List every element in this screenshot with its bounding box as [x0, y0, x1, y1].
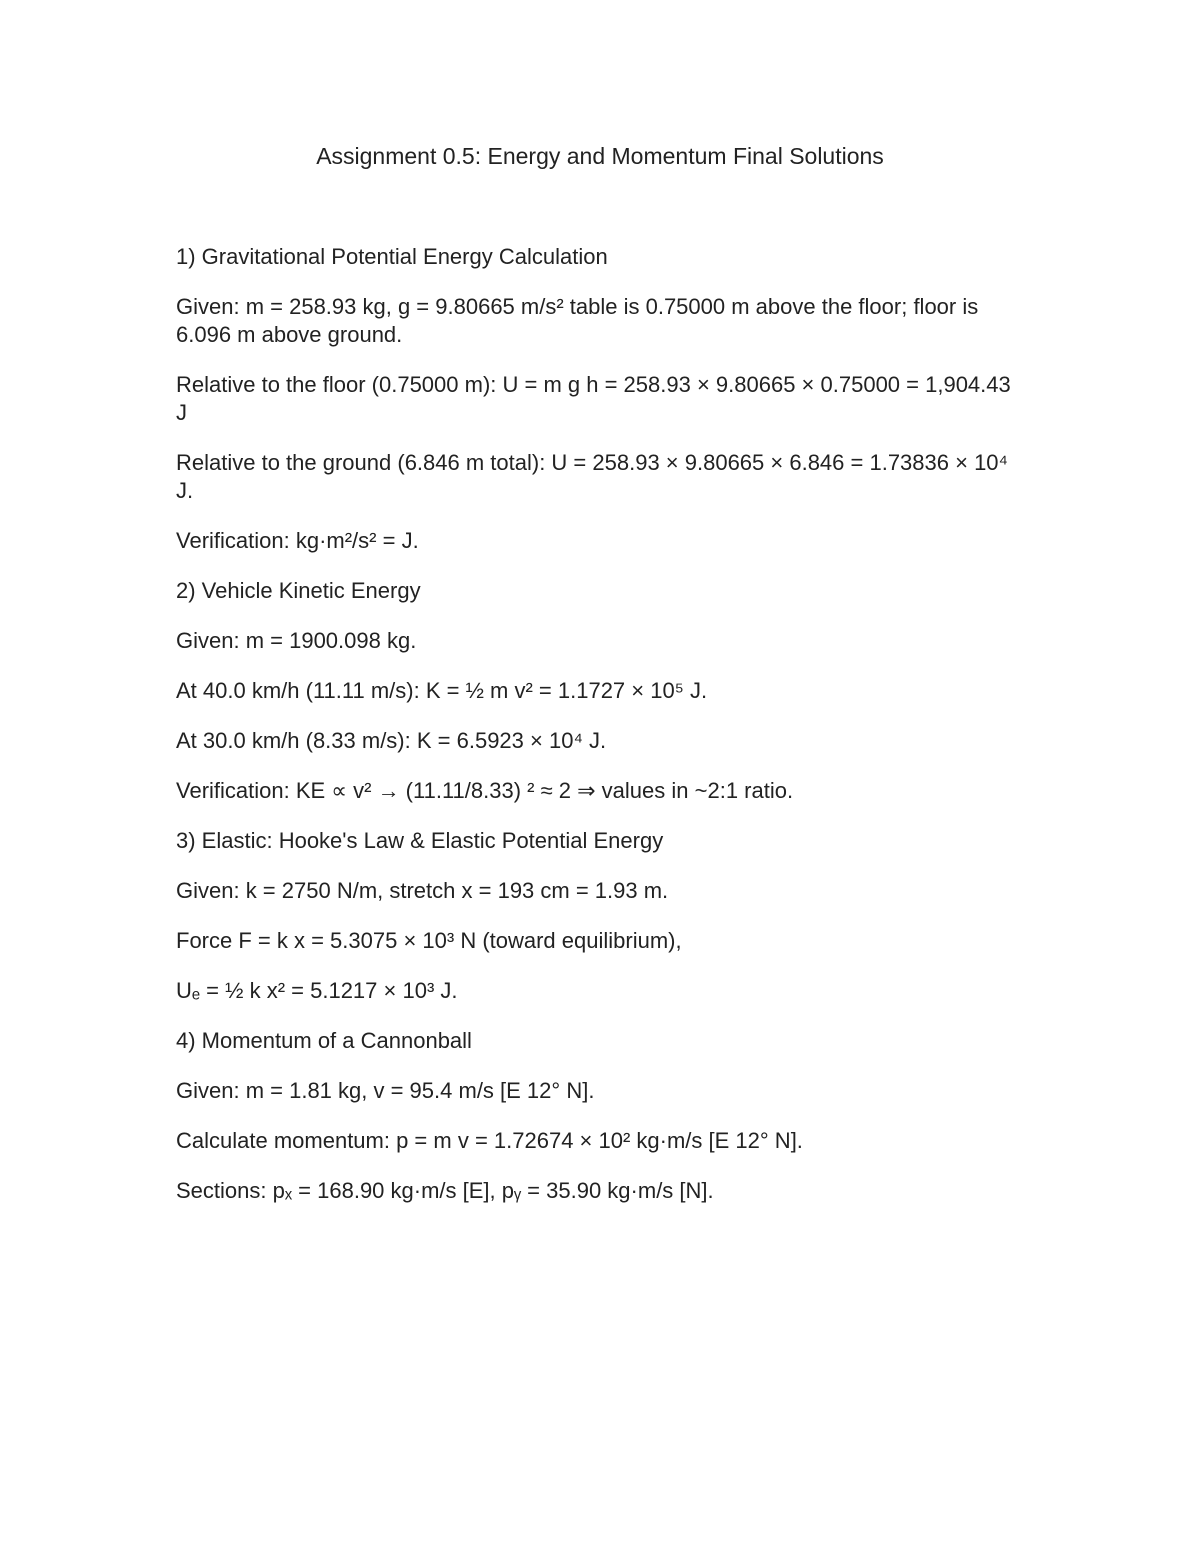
- paragraph: Calculate momentum: p = m v = 1.72674 × 10² kg·m/s [E 12° N].: [176, 1128, 803, 1153]
- section-heading-gravitational: 1) Gravitational Potential Energy Calculation: [176, 244, 608, 269]
- section-heading-momentum: 4) Momentum of a Cannonball: [176, 1028, 472, 1053]
- paragraph: Given: m = 1.81 kg, v = 95.4 m/s [E 12° N].: [176, 1078, 595, 1103]
- paragraph: Uₑ = ½ k x² = 5.1217 × 10³ J.: [176, 978, 458, 1003]
- paragraph: Verification: kg·m²/s² = J.: [176, 528, 419, 553]
- paragraph: Sections: pₓ = 168.90 kg·m/s [E], pᵧ = 35.90 kg·m/s [N].: [176, 1178, 714, 1203]
- paragraph: Given: m = 1900.098 kg.: [176, 628, 417, 653]
- section-heading-elastic: 3) Elastic: Hooke's Law & Elastic Potential Energy: [176, 828, 664, 853]
- paragraph: Relative to the floor (0.75000 m): U = m g h = 258.93 × 9.80665 × 0.75000 = 1,904.43 J: [176, 372, 1011, 425]
- paragraph: Given: k = 2750 N/m, stretch x = 193 cm = 1.93 m.: [176, 878, 669, 903]
- paragraph: At 30.0 km/h (8.33 m/s): K = 6.5923 × 10⁴ J.: [176, 728, 607, 753]
- document-body: [176, 243, 1021, 1227]
- paragraph: Given: m = 258.93 kg, g = 9.80665 m/s² table is 0.75000 m above the floor; floor is 6.096 m above ground.: [176, 294, 979, 347]
- paragraph: At 40.0 km/h (11.11 m/s): K = ½ m v² = 1.1727 × 10⁵ J.: [176, 678, 708, 703]
- document-title: Assignment 0.5: Energy and Momentum Final Solutions: [316, 143, 884, 169]
- paragraph: Verification: KE ∝ v² → (11.11/8.33) ² ≈ 2 ⇒ values in ~2:1 ratio.: [176, 778, 794, 803]
- paragraph: Relative to the ground (6.846 m total): U = 258.93 × 9.80665 × 6.846 = 1.73836 × 10⁴ J.: [176, 450, 1008, 503]
- paragraph: Force F = k x = 5.3075 × 10³ N (toward equilibrium),: [176, 928, 682, 953]
- section-heading-kinetic: 2) Vehicle Kinetic Energy: [176, 578, 421, 603]
